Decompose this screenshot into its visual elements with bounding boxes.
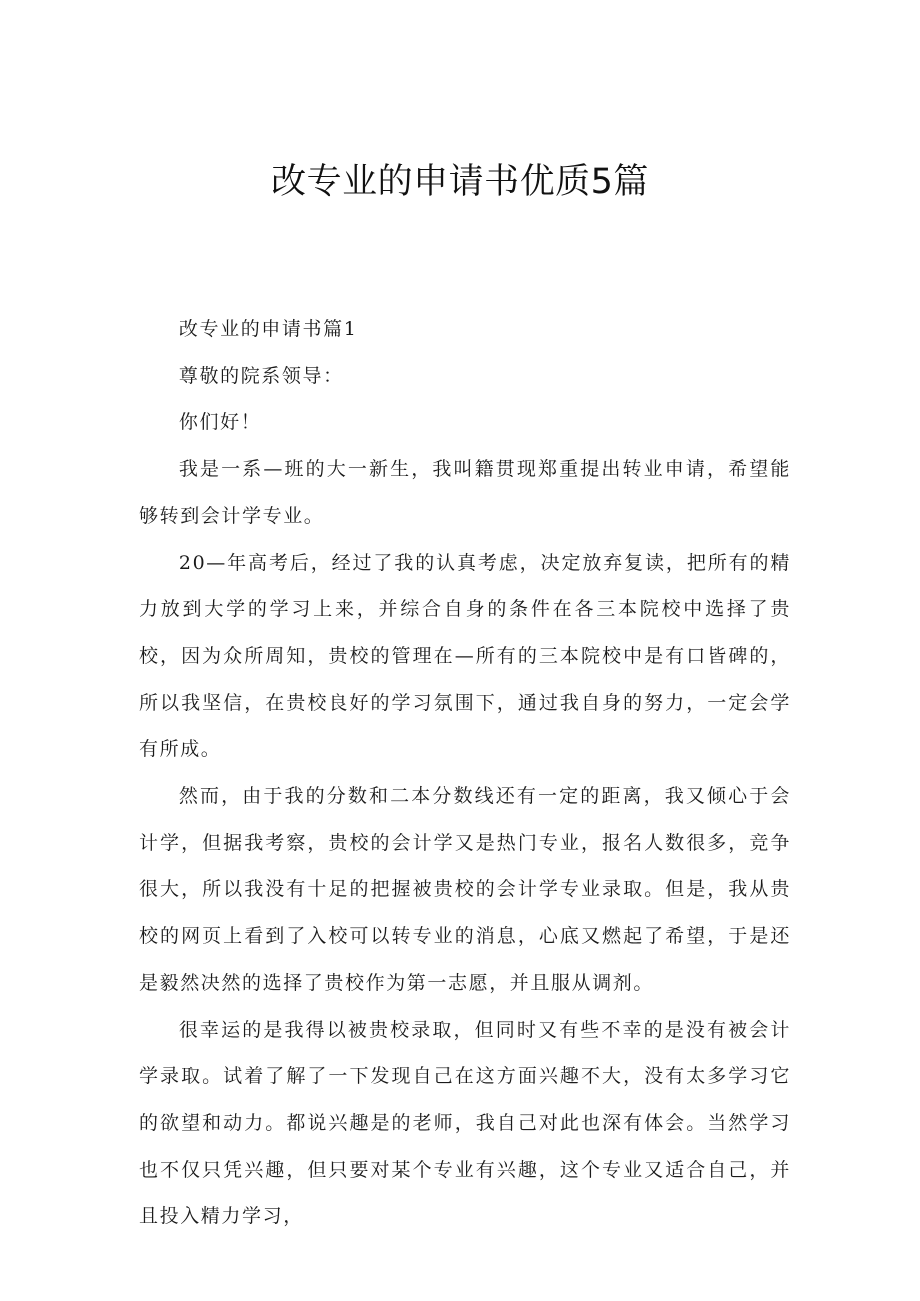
paragraph: 我是一系—班的大一新生，我叫籍贯现郑重提出转业申请，希望能够转到会计学专业。 — [139, 458, 791, 527]
paragraph-heading: 改专业的申请书篇1 — [178, 318, 358, 340]
paragraph-salutation: 尊敬的院系领导： — [178, 364, 344, 387]
document-title: 改专业的申请书优质5篇 — [271, 162, 649, 202]
paragraph-greeting: 你们好！ — [178, 411, 262, 434]
document-body — [139, 306, 791, 1240]
paragraph: 很幸运的是我得以被贵校录取，但同时又有些不幸的是没有被会计学录取。试着了解了一下发现自己在这方面兴趣不大，没有太多学习它的欲望和动力。都说兴趣是的老师，我自己对此也深有体会。当然学习也不仅只凭兴趣，但只要对某个专业有兴趣，这个专业又适合自己，并且投入精力学习， — [139, 1018, 791, 1228]
paragraph: 然而，由于我的分数和二本分数线还有一定的距离，我又倾心于会计学，但据我考察，贵校的会计学又是热门专业，报名人数很多，竞争很大，所以我没有十足的把握被贵校的会计学专业录取。但是，我从贵校的网页上看到了入校可以转专业的消息，心底又燃起了希望，于是还是毅然决然的选择了贵校作为第一志愿，并且服从调剂。 — [139, 785, 791, 994]
paragraph: 20—年高考后，经过了我的认真考虑，决定放弃复读，把所有的精力放到大学的学习上来，并综合自身的条件在各三本院校中选择了贵校，因为众所周知，贵校的管理在—所有的三本院校中是有口皆碑的，所以我坚信，在贵校良好的学习氛围下，通过我自身的努力，一定会学有所成。 — [139, 551, 791, 761]
